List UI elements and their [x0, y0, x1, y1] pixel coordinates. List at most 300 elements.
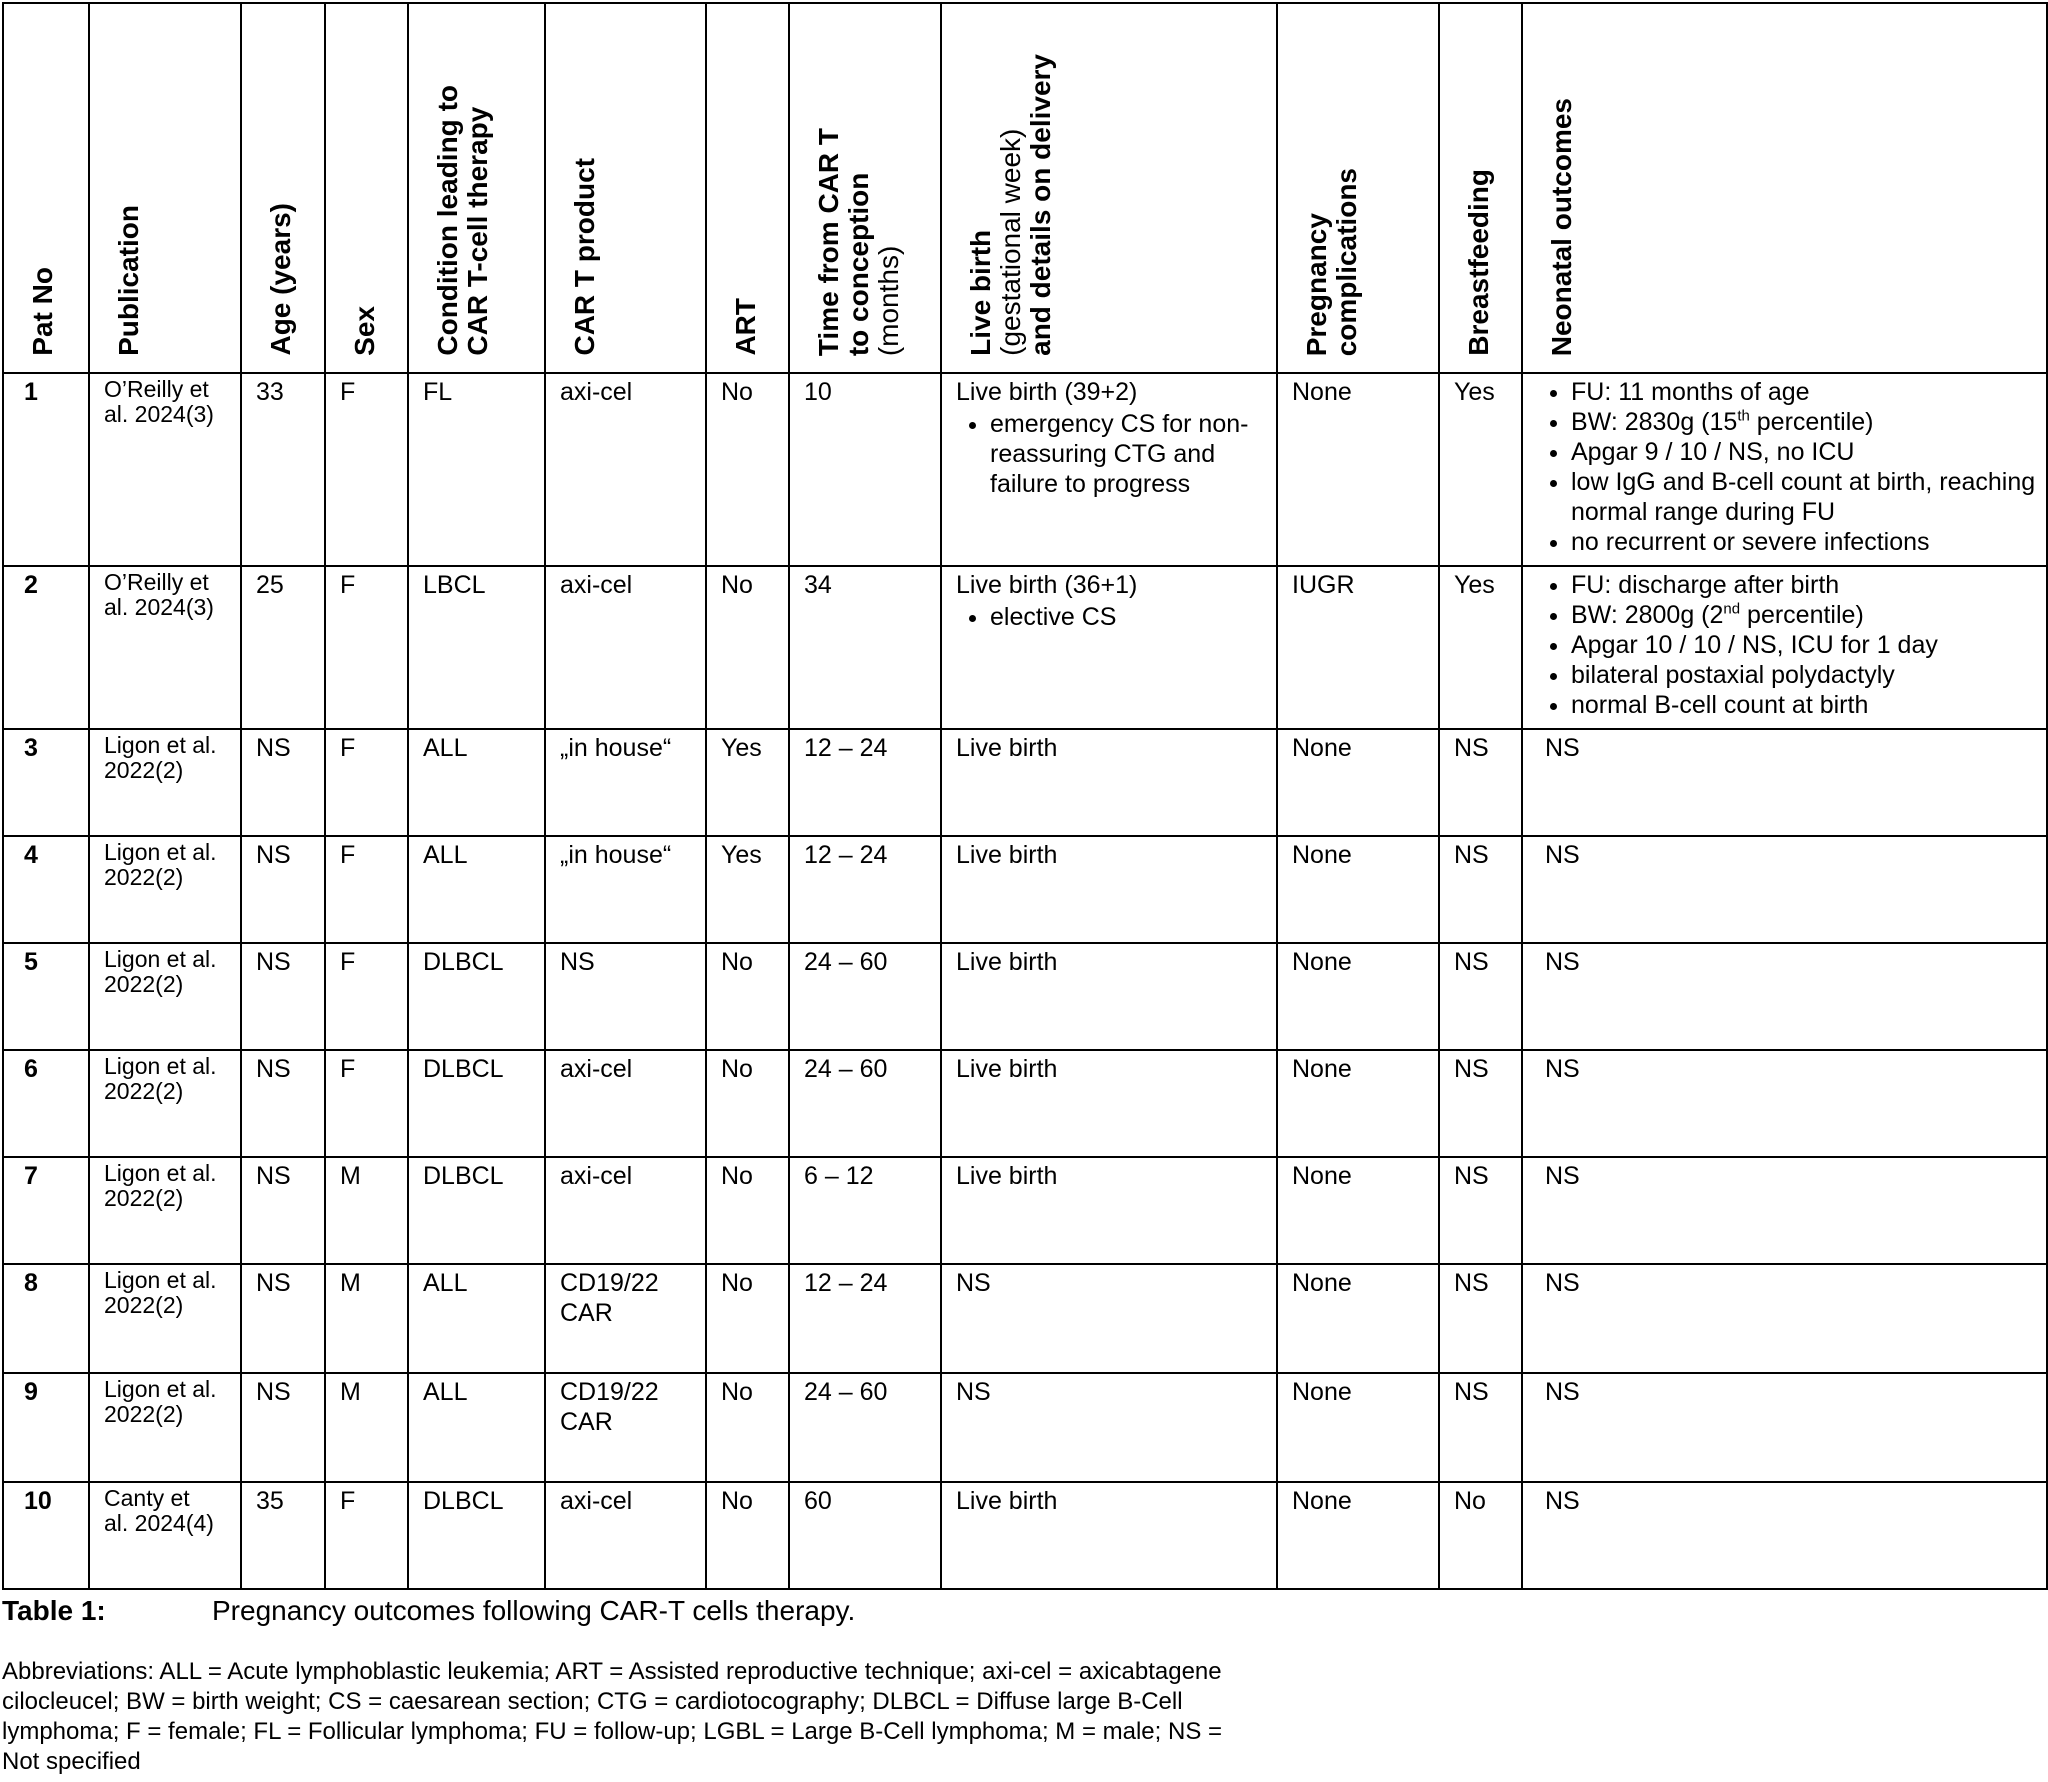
outcome-text: BW: 2830g (15 — [1571, 408, 1738, 436]
cell-live-birth — [941, 1373, 1277, 1482]
cell-breastfeeding — [1439, 1050, 1522, 1157]
cell-pregnancy-complications — [1277, 836, 1439, 943]
cell-age — [241, 1264, 325, 1373]
sex-value: F — [340, 948, 356, 976]
product-value — [546, 1374, 705, 1437]
product-value — [546, 944, 705, 977]
cell-time — [789, 1157, 941, 1264]
cell-condition — [408, 373, 545, 566]
cell-pregnancy-complications — [1277, 1482, 1439, 1589]
cell-condition — [408, 1482, 545, 1589]
cell-age — [241, 1482, 325, 1589]
cell-time — [789, 1373, 941, 1482]
cell-neonatal-outcomes — [1522, 566, 2047, 729]
sex-value: M — [340, 1378, 361, 1406]
cell-age — [241, 373, 325, 566]
list-item — [1571, 437, 2046, 467]
cell-product — [545, 836, 706, 943]
abbreviations-line: Abbreviations: ALL = Acute lymphoblastic leukemia; ART = Assisted reproductive technique; axi-cel = axicabtagene — [2, 1658, 1222, 1685]
product-value — [546, 1265, 705, 1328]
cell-condition — [408, 943, 545, 1050]
pat-no-value: 2 — [24, 571, 38, 599]
publication-value — [90, 1483, 240, 1536]
cell-pregnancy-complications — [1277, 943, 1439, 1050]
time-value: 12 – 24 — [804, 841, 888, 869]
pat-no-value: 6 — [24, 1055, 38, 1083]
sex-value: F — [340, 1487, 356, 1515]
product-value — [546, 374, 705, 407]
cell-age — [241, 1373, 325, 1482]
art-value: No — [721, 378, 753, 406]
time-value: 10 — [804, 378, 832, 406]
time-value: 24 – 60 — [804, 948, 888, 976]
outcome-text: low IgG and B-cell count at birth, reaching normal range during FU — [1571, 468, 2036, 526]
cell-pat-no — [3, 566, 89, 729]
art-value: No — [721, 1162, 753, 1190]
cell-sex — [325, 943, 408, 1050]
cell-pregnancy-complications — [1277, 729, 1439, 836]
breastfeeding-value: NS — [1454, 734, 1489, 762]
cell-breastfeeding — [1439, 1264, 1522, 1373]
condition-value: DLBCL — [423, 1487, 504, 1515]
neonatal-outcomes-list — [1523, 570, 2046, 720]
sex-value: F — [340, 571, 356, 599]
cell-time — [789, 729, 941, 836]
cell-condition — [408, 566, 545, 729]
cell-art — [706, 1373, 789, 1482]
condition-value: ALL — [423, 841, 468, 869]
cell-live-birth — [941, 1482, 1277, 1589]
neonatal-outcomes-value: NS — [1545, 1055, 1580, 1083]
pregnancy-complications-value: None — [1292, 1378, 1352, 1406]
publication-line: Ligon et al. — [104, 732, 217, 758]
cell-time — [789, 1050, 941, 1157]
time-value: 12 – 24 — [804, 1269, 888, 1297]
time-value: 60 — [804, 1487, 832, 1515]
cell-publication — [89, 1264, 241, 1373]
table-row — [3, 566, 2047, 729]
outcome-text: BW: 2800g (2 — [1571, 601, 1724, 629]
cell-pregnancy-complications — [1277, 1157, 1439, 1264]
outcome-text: percentile) — [1749, 408, 1874, 436]
table-row — [3, 373, 2047, 566]
cell-neonatal-outcomes — [1522, 1157, 2047, 1264]
cell-pregnancy-complications — [1277, 373, 1439, 566]
cell-breastfeeding — [1439, 566, 1522, 729]
time-value: 6 – 12 — [804, 1162, 874, 1190]
publication-line: Ligon et al. — [104, 1160, 217, 1186]
art-value: No — [721, 571, 753, 599]
cell-pat-no — [3, 1373, 89, 1482]
delivery-details-list — [956, 409, 1262, 499]
pregnancy-complications-value: IUGR — [1292, 571, 1355, 599]
neonatal-outcomes-value: NS — [1545, 1269, 1580, 1297]
product-line: CAR — [560, 1408, 613, 1436]
product-value — [546, 1158, 705, 1191]
product-value — [546, 730, 705, 763]
condition-value: DLBCL — [423, 1162, 504, 1190]
neonatal-outcomes-list — [1523, 377, 2046, 557]
outcome-text: FU: 11 months of age — [1571, 378, 1810, 406]
publication-line: al. 2024(3) — [104, 401, 214, 427]
publication-value — [90, 1158, 240, 1211]
table-row — [3, 1157, 2047, 1264]
sex-value: F — [340, 734, 356, 762]
pat-no-value: 1 — [24, 378, 38, 406]
cell-art — [706, 1157, 789, 1264]
cell-time — [789, 943, 941, 1050]
breastfeeding-value: No — [1454, 1487, 1486, 1515]
list-item — [1571, 690, 2046, 720]
outcome-text: Apgar 9 / 10 / NS, no ICU — [1571, 438, 1855, 466]
cell-publication — [89, 836, 241, 943]
cell-live-birth — [941, 729, 1277, 836]
outcome-text: percentile) — [1740, 601, 1864, 629]
header-publication: Publication — [89, 3, 241, 373]
cell-live-birth — [941, 1050, 1277, 1157]
cell-breastfeeding — [1439, 1157, 1522, 1264]
list-item — [1571, 467, 2046, 527]
pregnancy-complications-value: None — [1292, 1162, 1352, 1190]
caption-text: Pregnancy outcomes following CAR-T cells therapy. — [212, 1595, 856, 1626]
header-sex: Sex — [325, 3, 408, 373]
live-birth-text: NS — [956, 1269, 991, 1297]
table-header-row — [3, 3, 2047, 373]
pat-no-value: 7 — [24, 1162, 38, 1190]
breastfeeding-value: NS — [1454, 1269, 1489, 1297]
live-birth-text: Live birth (39+2) — [956, 378, 1138, 406]
publication-value — [90, 944, 240, 997]
cell-art — [706, 943, 789, 1050]
publication-line: al. 2024(4) — [104, 1510, 214, 1536]
art-value: Yes — [721, 841, 762, 869]
cell-pat-no — [3, 1264, 89, 1373]
cell-publication — [89, 373, 241, 566]
cell-pregnancy-complications — [1277, 1050, 1439, 1157]
cell-breastfeeding — [1439, 373, 1522, 566]
cell-time — [789, 1482, 941, 1589]
cell-product — [545, 729, 706, 836]
table-row — [3, 1264, 2047, 1373]
cell-product — [545, 1157, 706, 1264]
cell-pat-no — [3, 1157, 89, 1264]
outcomes-table — [2, 2, 2048, 1590]
outcome-text: Apgar 10 / 10 / NS, ICU for 1 day — [1571, 631, 1938, 659]
condition-value: ALL — [423, 1378, 468, 1406]
art-value: No — [721, 1269, 753, 1297]
cell-neonatal-outcomes — [1522, 943, 2047, 1050]
pregnancy-complications-value: None — [1292, 841, 1352, 869]
product-line: CD19/22 — [560, 1269, 659, 1297]
list-item — [1571, 630, 2046, 660]
live-birth-value — [942, 374, 1276, 499]
pregnancy-complications-value: None — [1292, 948, 1352, 976]
cell-product — [545, 1482, 706, 1589]
pregnancy-complications-value: None — [1292, 734, 1352, 762]
cell-age — [241, 1157, 325, 1264]
cell-sex — [325, 1373, 408, 1482]
publication-value — [90, 837, 240, 890]
product-line: axi-cel — [560, 378, 633, 406]
publication-line: Canty et — [104, 1485, 190, 1511]
cell-neonatal-outcomes — [1522, 373, 2047, 566]
cell-sex — [325, 836, 408, 943]
condition-value: ALL — [423, 1269, 468, 1297]
cell-art — [706, 729, 789, 836]
cell-art — [706, 566, 789, 729]
cell-sex — [325, 1157, 408, 1264]
product-value — [546, 837, 705, 870]
breastfeeding-value: NS — [1454, 841, 1489, 869]
outcome-text: no recurrent or severe infections — [1571, 528, 1930, 556]
time-value: 12 – 24 — [804, 734, 888, 762]
publication-value — [90, 567, 240, 620]
cell-age — [241, 729, 325, 836]
live-birth-value — [942, 944, 1276, 977]
product-value — [546, 1051, 705, 1084]
cell-pat-no — [3, 1050, 89, 1157]
pat-no-value: 3 — [24, 734, 38, 762]
cell-pat-no — [3, 729, 89, 836]
live-birth-text: Live birth — [956, 1055, 1058, 1083]
age-value: 33 — [256, 378, 284, 406]
table-row — [3, 1482, 2047, 1589]
pat-no-value: 9 — [24, 1378, 38, 1406]
age-value: NS — [256, 841, 291, 869]
product-line: axi-cel — [560, 1055, 633, 1083]
header-condition: Condition leading to CAR T-cell therapy — [408, 3, 545, 373]
cell-publication — [89, 566, 241, 729]
product-line: axi-cel — [560, 1162, 633, 1190]
art-value: No — [721, 1055, 753, 1083]
pat-no-value: 5 — [24, 948, 38, 976]
publication-value — [90, 374, 240, 427]
cell-time — [789, 1264, 941, 1373]
age-value: 25 — [256, 571, 284, 599]
header-art: ART — [706, 3, 789, 373]
time-value: 34 — [804, 571, 832, 599]
publication-line: 2022(2) — [104, 1185, 184, 1211]
table-row — [3, 836, 2047, 943]
cell-pat-no — [3, 1482, 89, 1589]
outcome-text: bilateral postaxial polydactyly — [1571, 661, 1895, 689]
cell-time — [789, 566, 941, 729]
breastfeeding-value: NS — [1454, 1378, 1489, 1406]
cell-age — [241, 566, 325, 729]
neonatal-outcomes-value: NS — [1545, 1487, 1580, 1515]
table-row — [3, 943, 2047, 1050]
age-value: NS — [256, 1378, 291, 1406]
pregnancy-complications-value: None — [1292, 1055, 1352, 1083]
cell-sex — [325, 1482, 408, 1589]
cell-pregnancy-complications — [1277, 1373, 1439, 1482]
cell-condition — [408, 1157, 545, 1264]
publication-line: Ligon et al. — [104, 946, 217, 972]
delivery-details-list — [956, 602, 1262, 632]
list-item — [1571, 377, 2046, 407]
sex-value: F — [340, 1055, 356, 1083]
header-pat-no: Pat No — [3, 3, 89, 373]
caption-label: Table 1: — [2, 1595, 106, 1626]
publication-value — [90, 730, 240, 783]
cell-live-birth — [941, 1157, 1277, 1264]
list-item: • elective CS — [990, 602, 1262, 632]
ordinal-suffix: nd — [1723, 600, 1741, 618]
live-birth-text: NS — [956, 1378, 991, 1406]
list-item — [1571, 660, 2046, 690]
publication-value — [90, 1051, 240, 1104]
neonatal-outcomes-value: NS — [1545, 841, 1580, 869]
publication-line: Ligon et al. — [104, 1053, 217, 1079]
live-birth-text: Live birth — [956, 1487, 1058, 1515]
age-value: NS — [256, 1162, 291, 1190]
neonatal-outcomes-value: NS — [1545, 1162, 1580, 1190]
cell-neonatal-outcomes — [1522, 729, 2047, 836]
live-birth-value — [942, 1051, 1276, 1084]
publication-line: O’Reilly et — [104, 376, 209, 402]
header-neonatal-outcomes: Neonatal outcomes — [1522, 3, 2047, 373]
cell-condition — [408, 1264, 545, 1373]
header-age: Age (years) — [241, 3, 325, 373]
condition-value: DLBCL — [423, 1055, 504, 1083]
outcome-text: FU: discharge after birth — [1571, 571, 1840, 599]
time-value: 24 – 60 — [804, 1378, 888, 1406]
cell-breastfeeding — [1439, 1373, 1522, 1482]
cell-product — [545, 373, 706, 566]
cell-time — [789, 373, 941, 566]
product-line: NS — [560, 948, 595, 976]
table-body — [3, 373, 2047, 1589]
sex-value: F — [340, 378, 356, 406]
live-birth-value — [942, 1265, 1276, 1298]
table-caption — [2, 1594, 855, 1628]
header-time: Time from CAR T to conception (months) — [789, 3, 941, 373]
publication-value — [90, 1265, 240, 1318]
live-birth-value — [942, 730, 1276, 763]
cell-breastfeeding — [1439, 1482, 1522, 1589]
sex-value: M — [340, 1269, 361, 1297]
cell-publication — [89, 1373, 241, 1482]
cell-product — [545, 1373, 706, 1482]
header-breastfeeding: Breastfeeding — [1439, 3, 1522, 373]
cell-neonatal-outcomes — [1522, 1373, 2047, 1482]
live-birth-text: Live birth — [956, 1162, 1058, 1190]
product-line: „in house“ — [560, 841, 672, 869]
abbreviations-line: cilocleucel; BW = birth weight; CS = caesarean section; CTG = cardiotocography; DLBCL = Diffuse large B-Cell — [2, 1688, 1183, 1715]
art-value: Yes — [721, 734, 762, 762]
sex-value: M — [340, 1162, 361, 1190]
table-row — [3, 1373, 2047, 1482]
abbreviations-line: Not specified — [2, 1748, 141, 1775]
list-item — [1571, 600, 2046, 630]
pregnancy-complications-value: None — [1292, 378, 1352, 406]
cell-neonatal-outcomes — [1522, 1050, 2047, 1157]
time-value: 24 – 60 — [804, 1055, 888, 1083]
live-birth-text: Live birth — [956, 948, 1058, 976]
table-row — [3, 1050, 2047, 1157]
table-row — [3, 729, 2047, 836]
publication-line: 2022(2) — [104, 1078, 184, 1104]
cell-age — [241, 836, 325, 943]
breastfeeding-value: Yes — [1454, 571, 1495, 599]
header-product: CAR T product — [545, 3, 706, 373]
breastfeeding-value: NS — [1454, 1055, 1489, 1083]
cell-live-birth — [941, 1264, 1277, 1373]
condition-value: FL — [423, 378, 453, 406]
live-birth-value — [942, 1483, 1276, 1516]
condition-value: ALL — [423, 734, 468, 762]
ordinal-suffix: th — [1737, 407, 1750, 425]
cell-live-birth — [941, 943, 1277, 1050]
abbreviations-note — [2, 1657, 1392, 1777]
age-value: NS — [256, 1055, 291, 1083]
cell-art — [706, 1264, 789, 1373]
product-line: CD19/22 — [560, 1378, 659, 1406]
cell-pregnancy-complications — [1277, 566, 1439, 729]
cell-live-birth — [941, 566, 1277, 729]
cell-sex — [325, 1050, 408, 1157]
breastfeeding-value: NS — [1454, 948, 1489, 976]
header-live-birth: Live birth (gestational week) and details on delivery — [941, 3, 1277, 373]
live-birth-text: Live birth (36+1) — [956, 571, 1138, 599]
list-item — [1571, 570, 2046, 600]
publication-line: 2022(2) — [104, 1292, 184, 1318]
cell-publication — [89, 943, 241, 1050]
age-value: NS — [256, 1269, 291, 1297]
list-item — [1571, 527, 2046, 557]
cell-product — [545, 566, 706, 729]
cell-publication — [89, 729, 241, 836]
art-value: No — [721, 948, 753, 976]
product-line: axi-cel — [560, 571, 633, 599]
breastfeeding-value: NS — [1454, 1162, 1489, 1190]
publication-line: O’Reilly et — [104, 569, 209, 595]
pat-no-value: 4 — [24, 841, 38, 869]
cell-art — [706, 1050, 789, 1157]
cell-live-birth — [941, 836, 1277, 943]
cell-breastfeeding — [1439, 836, 1522, 943]
pregnancy-complications-value: None — [1292, 1269, 1352, 1297]
abbreviations-line: lymphoma; F = female; FL = Follicular lymphoma; FU = follow-up; LGBL = Large B-Cell lymphoma; M = male; NS = — [2, 1718, 1223, 1745]
publication-line: Ligon et al. — [104, 839, 217, 865]
publication-line: Ligon et al. — [104, 1267, 217, 1293]
cell-sex — [325, 566, 408, 729]
cell-product — [545, 943, 706, 1050]
header-pregnancy-complications: Pregnancy complications — [1277, 3, 1439, 373]
pat-no-value: 8 — [24, 1269, 38, 1297]
live-birth-text: Live birth — [956, 841, 1058, 869]
product-line: CAR — [560, 1299, 613, 1327]
cell-condition — [408, 836, 545, 943]
live-birth-value — [942, 1374, 1276, 1407]
cell-product — [545, 1264, 706, 1373]
condition-value: DLBCL — [423, 948, 504, 976]
cell-pat-no — [3, 943, 89, 1050]
cell-breastfeeding — [1439, 943, 1522, 1050]
art-value: No — [721, 1487, 753, 1515]
sex-value: F — [340, 841, 356, 869]
neonatal-outcomes-value: NS — [1545, 1378, 1580, 1406]
publication-value — [90, 1374, 240, 1427]
product-line: „in house“ — [560, 734, 672, 762]
live-birth-value — [942, 837, 1276, 870]
cell-neonatal-outcomes — [1522, 1482, 2047, 1589]
cell-neonatal-outcomes — [1522, 836, 2047, 943]
cell-breastfeeding — [1439, 729, 1522, 836]
publication-line: 2022(2) — [104, 971, 184, 997]
cell-neonatal-outcomes — [1522, 1264, 2047, 1373]
neonatal-outcomes-value: NS — [1545, 734, 1580, 762]
